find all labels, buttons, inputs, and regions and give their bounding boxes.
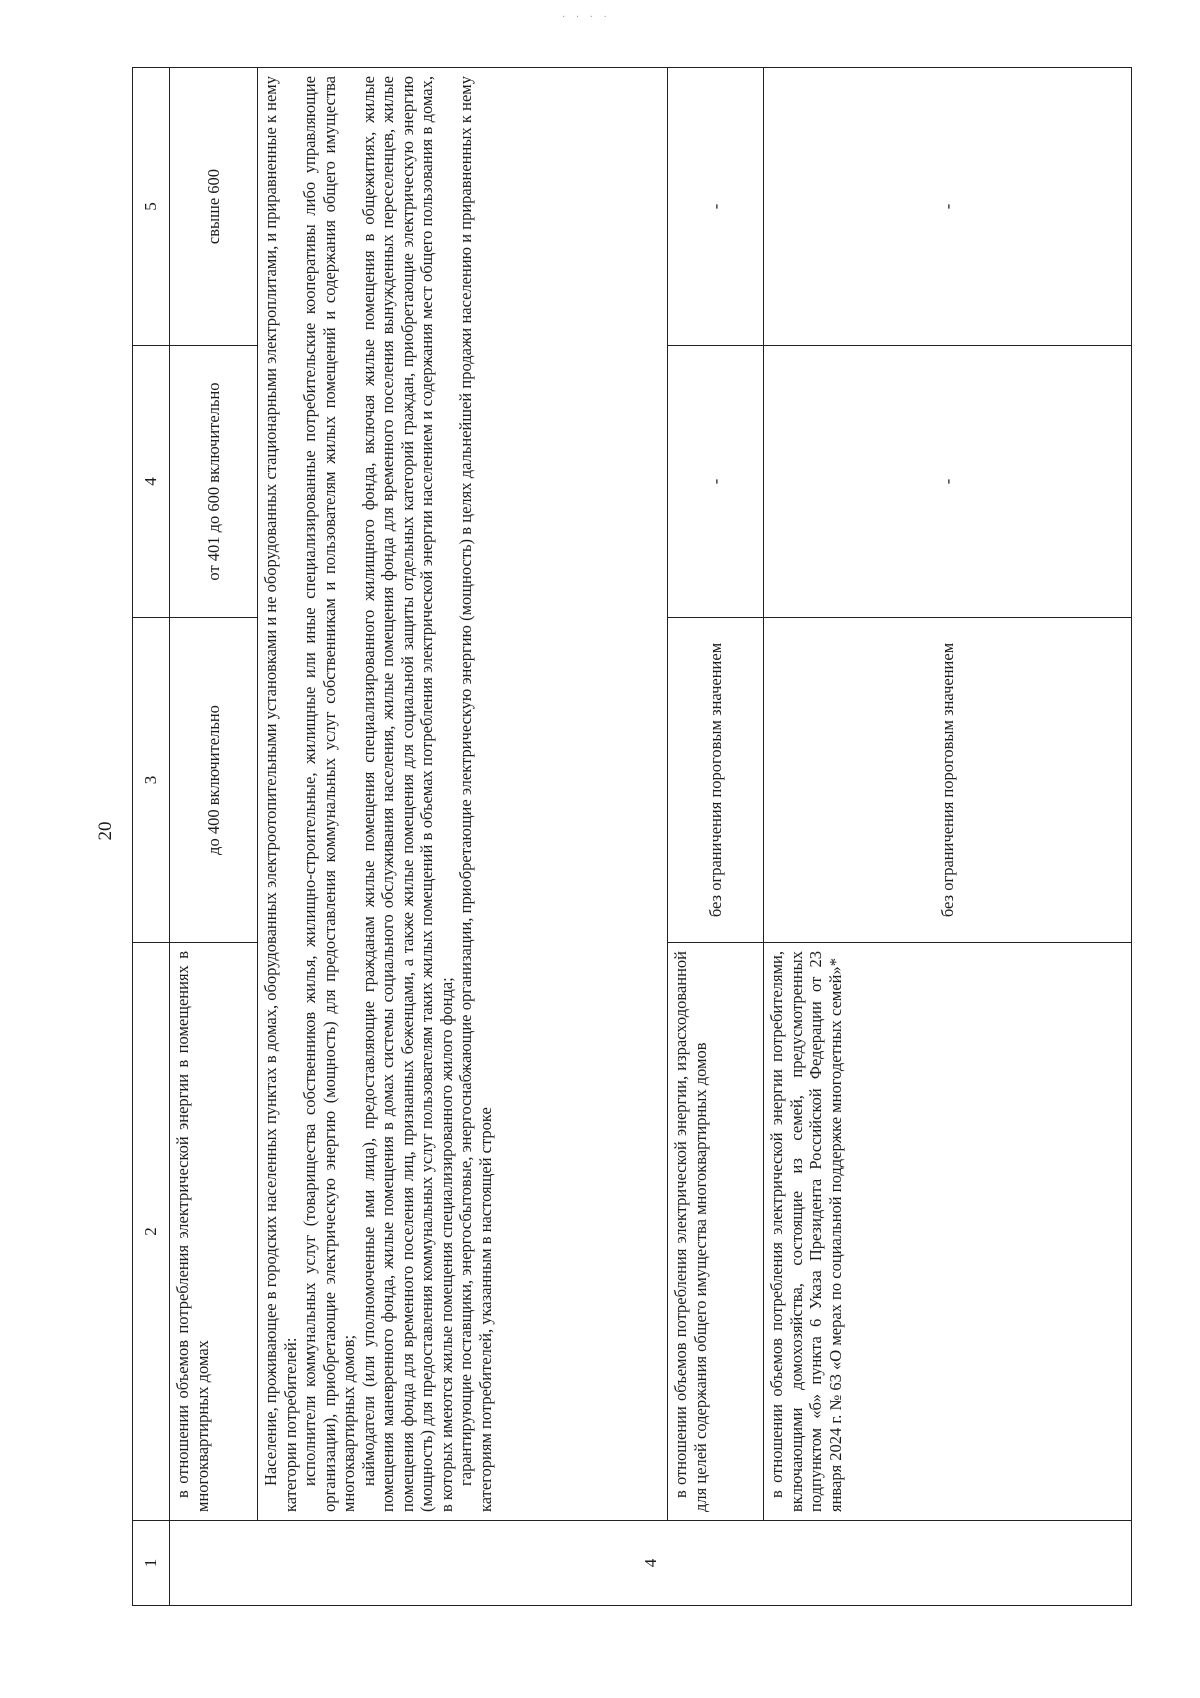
tariff-table [132, 67, 1132, 1606]
table-row [668, 68, 764, 1606]
row2-description-text: в отношении объемов потребления электрической энергии, израсходованной для целей содержания общего имущества многоквартирных домов [671, 951, 710, 1512]
header-col-4: 4 [133, 346, 170, 618]
row-number: 4 [170, 1521, 1132, 1606]
header-col-1: 1 [133, 1521, 170, 1606]
table-row [170, 68, 258, 1606]
header-row [133, 68, 170, 1606]
row3-col4: - [764, 346, 1132, 618]
row3-description [764, 943, 1132, 1521]
row1-col5: свыше 600 [170, 68, 258, 346]
header-col-5: 5 [133, 68, 170, 346]
row2-description [668, 943, 764, 1521]
row3-col5: - [764, 68, 1132, 346]
row2-col5: - [668, 68, 764, 346]
table-row [764, 68, 1132, 1606]
header-col-3: 3 [133, 618, 170, 943]
row3-description-text: в отношении объемов потребления электрической энергии потребителями, включающими домохозяйства, состоящие из семей, предусмотренных подпунктом «б» пункта 6 Указа Президента Российской Федерации от 23 января 2024 г. № 63 «О мерах по социальной поддержке многодетных семей»* [767, 951, 845, 1512]
scan-artifact: · · · · [562, 12, 611, 23]
row1-description-text: в отношении объемов потребления электрической энергии в помещениях в многоквартирных домах [173, 951, 212, 1512]
consumers-paragraph-4: гарантирующие поставщики, энергосбытовые, энергоснабжающие организации, приобретающие электрическую энергию (мощность) в целях дальнейшей продажи населению и приравненных к нему категориям потребителей, указанным в настоящей строке [456, 76, 495, 1512]
consumers-description [258, 68, 668, 1521]
tariff-table-wrapper [132, 68, 1132, 1606]
row1-col3: до 400 включительно [170, 618, 258, 943]
consumers-paragraph-2: исполнители коммунальных услуг (товарищества собственников жилья, жилищно-строительные, жилищные или иные специализированные потребительские кооперативы либо управляющие организации), приобретающие электрическую энергию (мощность) для предоставления коммунальных услуг собственникам и пользователям жилых помещений и содержания общего имущества многоквартирных домов; [300, 76, 358, 1512]
header-col-2: 2 [133, 943, 170, 1521]
row2-col4: - [668, 346, 764, 618]
table-row [258, 68, 668, 1606]
page-number: 20 [95, 821, 116, 841]
rotated-table-container [132, 68, 1132, 1606]
row3-col3: без ограничения пороговым значением [764, 618, 1132, 943]
row2-col3: без ограничения пороговым значением [668, 618, 764, 943]
consumers-paragraph-3: наймодатели (или уполномоченные ими лица), предоставляющие гражданам жилые помещения специализированного жилищного фонда, включая жилые помещения в общежитиях, жилые помещения маневренного фонда, жилые помещения в домах системы социального обслуживания населения, жилые помещения фонда для временного поселения вынужденных переселенцев, жилые помещения фонда для временного поселения лиц, признанных беженцами, а также жилые помещения для социальной защиты отдельных категорий граждан, приобретающие электрическую энергию (мощность) для предоставления коммунальных услуг пользователям таких жилых помещений в объемах потребления электрической энергии населением и содержания мест общего пользования в домах, в которых имеются жилые помещения специализированного жилого фонда; [358, 76, 456, 1512]
consumers-paragraph-1: Население, проживающее в городских населенных пунктах в домах, оборудованных электроотопительными установками и не оборудованных стационарными электроплитами, и приравненные к нему категории потребителей: [261, 76, 300, 1512]
row1-col4: от 401 до 600 включительно [170, 346, 258, 618]
row1-description [170, 943, 258, 1521]
